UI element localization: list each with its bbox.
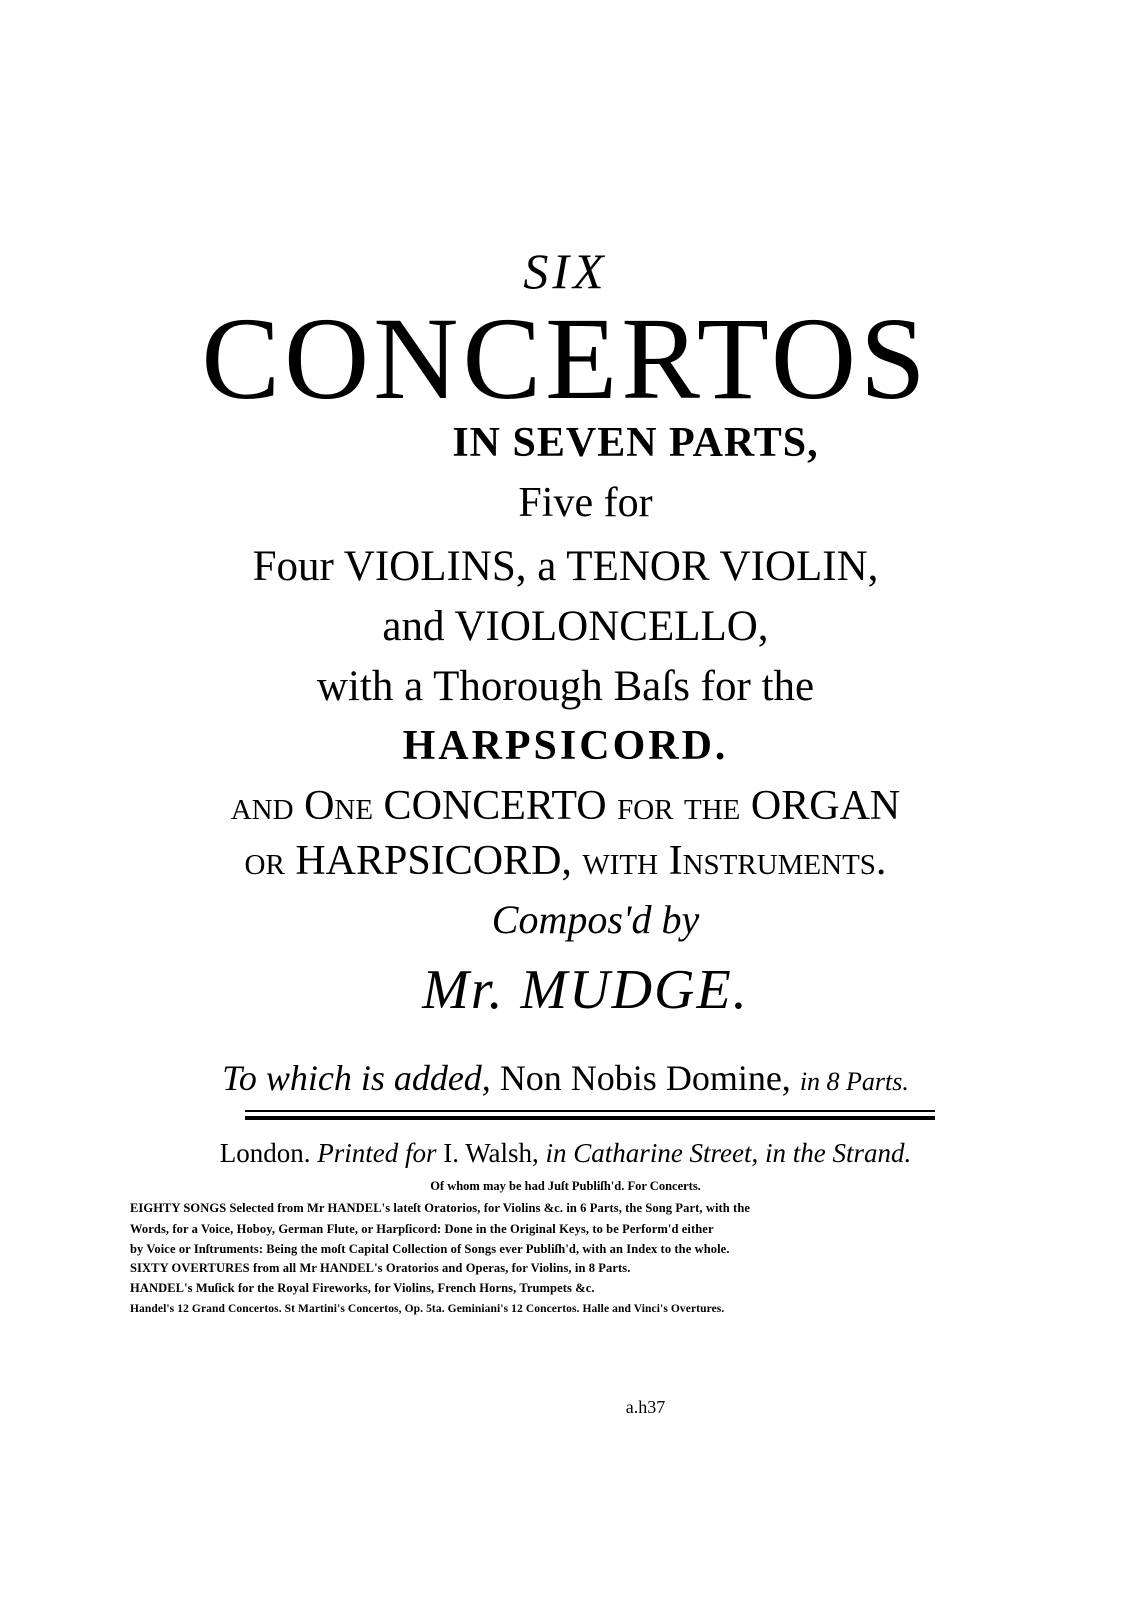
- added-prefix: To which is added,: [222, 1058, 491, 1098]
- title-in-seven-parts: IN SEVEN PARTS,: [452, 420, 819, 466]
- composer-name: Mr. MUDGE.: [422, 959, 749, 1021]
- composed-by: Compos'd by: [491, 897, 700, 942]
- title-five-for: Five for: [518, 480, 653, 526]
- imprint-address: in Catharine Street, in the Strand.: [545, 1138, 912, 1168]
- double-rule-top: [245, 1110, 935, 1112]
- added-line: [0, 1060, 1131, 1096]
- double-rule-bottom: [245, 1116, 935, 1120]
- imprint-walsh: I. Walsh,: [443, 1138, 539, 1168]
- imprint-printed-for: Printed for: [317, 1138, 437, 1168]
- catalogue-heading: Of whom may be had Juſt Publiſh'd. For Concerts.: [430, 1179, 701, 1193]
- title-four-violins: Four VIOLINS, a TENOR VIOLIN,: [252, 543, 879, 590]
- catalogue-line: HANDEL's Muſick for the Royal Fireworks, for Violins, French Horns, Trumpets &c.: [130, 1281, 595, 1295]
- added-suffix: in 8 Parts.: [799, 1067, 909, 1096]
- title-one-concerto: and One CONCERTO for the ORGAN: [230, 783, 901, 829]
- title-or-harpsicord: or HARPSICORD, with Inſtruments.: [244, 838, 887, 884]
- title-violoncello: and VIOLONCELLO,: [382, 603, 769, 650]
- shelfmark: a.h37: [625, 1397, 666, 1417]
- catalogue-line: Handel's 12 Grand Concertos. St Martini's Concertos, Op. 5ta. Geminiani's 12 Concertos. Halle and Vinci's Overtures.: [130, 1303, 725, 1315]
- catalogue-line: by Voice or Inſtruments: Being the moſt Capital Collection of Songs ever Publiſh'd, with an Index to the whole.: [130, 1242, 730, 1256]
- title-six: SIX: [523, 243, 608, 299]
- title-concertos: CONCERTOS: [201, 293, 930, 424]
- title-thorough-bass: with a Thorough Baſs for the: [316, 663, 815, 710]
- added-work: Non Nobis Domine,: [499, 1058, 791, 1098]
- catalogue-line: EIGHTY SONGS Selected from Mr HANDEL's lateſt Oratorios, for Violins &c. in 6 Parts, the Song Part, with the: [130, 1201, 751, 1215]
- catalogue-line: SIXTY OVERTURES from all Mr HANDEL's Oratorios and Operas, for Violins, in 8 Parts.: [130, 1261, 631, 1275]
- imprint-london: London.: [219, 1138, 311, 1168]
- catalogue-line: Words, for a Voice, Hoboy, German Flute, or Harpſicord: Done in the Original Keys, to be Perform'd either: [130, 1222, 714, 1236]
- imprint-line: [0, 1140, 1131, 1167]
- title-harpsicord: HARPSICORD.: [402, 723, 729, 769]
